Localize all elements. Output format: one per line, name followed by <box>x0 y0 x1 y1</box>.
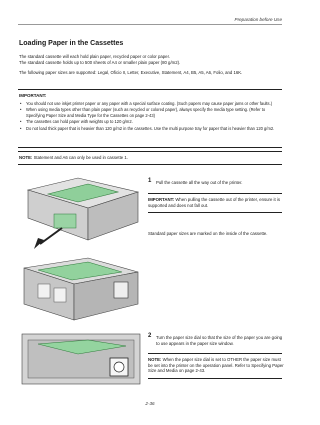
step-2-number: 2 <box>148 333 152 339</box>
step-2-note-bottom-rule <box>148 378 282 379</box>
page-number: 2-36 <box>145 401 155 406</box>
step-2-note-label: NOTE: <box>148 357 162 362</box>
header-rule <box>18 24 282 25</box>
step-1-important-bottom-rule <box>148 212 282 213</box>
step-1-important-text: When pulling the cassette out of the printer, ensure it is supported and does not fall out. <box>148 197 280 208</box>
step-1-text: Pull the cassette all the way out of the printer. <box>156 180 243 185</box>
cassette-inside-illustration <box>18 254 144 326</box>
important-heading: IMPORTANT: <box>19 93 47 98</box>
intro-line-3: The following paper sizes are supported: Legal, Oficio II, Letter, Executive, Statement, A4, B5, A5, A6, Folio, and 16K. <box>19 70 243 75</box>
note-top-rule <box>18 151 282 152</box>
note-text: Statement and A6 can only be used in cassette 1. <box>32 155 128 160</box>
intro-text <box>19 54 281 80</box>
step-1-important-label: IMPORTANT: <box>148 197 175 202</box>
step-1-extra: Standard paper sizes are marked on the inside of the cassette. <box>148 231 268 236</box>
intro-line-1: The standard cassette will each hold plain paper, recycled paper or color paper. <box>19 54 170 59</box>
important-item: • You should not use inkjet printer paper or any paper with a special surface coating. (Such papers may cause paper jams or other faults.) <box>19 101 283 106</box>
important-list <box>19 101 283 132</box>
important-item: • The cassettes can hold paper with weights up to 120 g/m2. <box>19 119 283 124</box>
step-2-note <box>148 357 284 374</box>
important-bottom-rule <box>18 147 282 148</box>
cassette-pull-illustration <box>18 170 144 252</box>
important-top-rule <box>18 89 282 90</box>
step-1-important-top-rule <box>148 193 282 194</box>
section-title: Loading Paper in the Cassettes <box>19 40 124 47</box>
step-2-note-top-rule <box>148 353 282 354</box>
paper-size-dial-illustration <box>18 330 144 388</box>
important-item: • When using media types other than plain paper (such as recycled or colored paper), always specify the media type setting. (Refer to Specifying Paper Size and Media Type for the Cassettes on page 2-43) <box>19 107 283 118</box>
step-1-number: 1 <box>148 178 152 184</box>
note <box>19 155 128 160</box>
note-bottom-rule <box>18 164 282 165</box>
step-1-important <box>148 197 284 208</box>
running-header: Preparation before Use <box>234 17 282 22</box>
important-item: • Do not load thick paper that is heavier than 120 g/m2 in the cassettes. Use the multi purpose tray for paper that is heavier than 120 g/m2. <box>19 126 283 131</box>
note-label: NOTE: <box>19 155 33 160</box>
step-2-note-text: When the paper size dial is set to OTHER the paper size must be set into the printer on the operation panel. Refer to Specifying Paper Size and Media on page 2-43. <box>148 357 284 374</box>
intro-line-2: The standard cassette holds up to 500 sheets of A4 or smaller plain paper (80 g/m2). <box>19 60 181 65</box>
step-2-text: Turn the paper size dial so that the size of the paper you are going to use appears in the paper size window. <box>156 335 283 346</box>
